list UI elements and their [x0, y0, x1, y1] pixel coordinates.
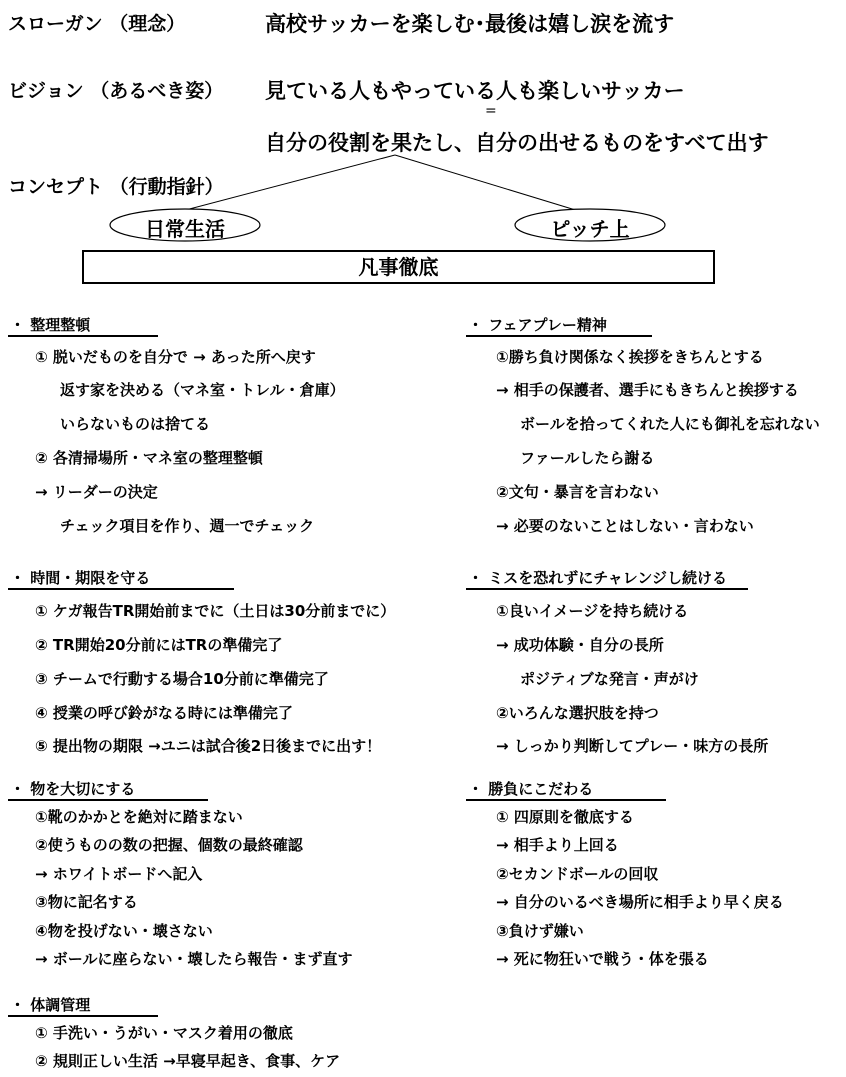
connector-line-left: [178, 155, 395, 212]
section-rule-time: [8, 588, 234, 590]
section-rule-fairplay: [466, 335, 652, 337]
list-item: ③負けず嫌い: [496, 922, 584, 940]
section-title-things: ・ 物を大切にする: [10, 780, 136, 798]
list-item: ③ チームで行動する場合10分前に準備完了: [35, 670, 329, 688]
list-item: ②いろんな選択肢を持つ: [496, 704, 659, 722]
vision-text-2: 自分の役割を果たし、自分の出せるものをすべて出す: [265, 131, 769, 155]
list-item: ①良いイメージを持ち続ける: [496, 602, 689, 620]
list-item: ① 脱いだものを自分で → あった所へ戻す: [35, 348, 316, 366]
list-item: ② 規則正しい生活 →早寝早起き、食事、ケア: [35, 1052, 341, 1070]
section-title-organize: ・ 整理整頓: [10, 316, 91, 334]
vision-label: ビジョン （あるべき姿）: [8, 80, 224, 102]
list-item: → 必要のないことはしない・言わない: [496, 517, 754, 535]
slogan-label: スローガン （理念）: [8, 13, 186, 35]
list-item: → 相手の保護者、選手にもきちんと挨拶する: [496, 381, 799, 399]
vision-text-1: 見ている人もやっている人も楽しいサッカー: [265, 79, 685, 103]
list-item: 返す家を決める（マネ室・トレル・倉庫）: [60, 381, 345, 399]
list-item: → ボールに座らない・壊したら報告・まず直す: [35, 950, 353, 968]
principle-box: 凡事徹底: [82, 250, 715, 284]
list-item: → 相手より上回る: [496, 836, 619, 854]
list-item: → しっかり判断してプレー・味方の長所: [496, 737, 769, 755]
list-item: ②使うものの数の把握、個数の最終確認: [35, 836, 303, 854]
concept-label: コンセプト （行動指針）: [8, 176, 224, 198]
list-item: ① 四原則を徹底する: [496, 808, 634, 826]
list-item: ⑤ 提出物の期限 →ユニは試合後2日後までに出す！: [35, 737, 382, 755]
section-rule-organize: [8, 335, 158, 337]
oval-left-text: 日常生活: [145, 217, 225, 241]
slogan-text: 高校サッカーを楽しむ･最後は嬉し涙を流す: [265, 12, 675, 36]
list-item: ②文句・暴言を言わない: [496, 483, 659, 501]
list-item: ①靴のかかとを絶対に踏まない: [35, 808, 243, 826]
list-item: → 自分のいるべき場所に相手より早く戻る: [496, 893, 784, 911]
connector-line-right: [395, 155, 582, 212]
section-title-time: ・ 時間・期限を守る: [10, 569, 151, 587]
list-item: いらないものは捨てる: [60, 415, 211, 433]
list-item: → リーダーの決定: [35, 483, 158, 501]
section-title-fairplay: ・ フェアプレー精神: [468, 316, 607, 334]
section-title-winning: ・ 勝負にこだわる: [468, 780, 594, 798]
list-item: ボールを拾ってくれた人にも御礼を忘れない: [520, 415, 820, 433]
list-item: ② 各清掃場所・マネ室の整理整頓: [35, 449, 263, 467]
list-item: → 死に物狂いで戦う・体を張る: [496, 950, 709, 968]
section-rule-things: [8, 799, 208, 801]
list-item: ファールしたら謝る: [520, 449, 655, 467]
list-item: ②セカンドボールの回収: [496, 865, 659, 883]
section-rule-winning: [466, 799, 666, 801]
list-item: → ホワイトボードへ記入: [35, 865, 203, 883]
list-item: ポジティブな発言・声がけ: [520, 670, 699, 688]
equals-sign: =: [485, 103, 497, 119]
section-rule-health: [8, 1015, 158, 1017]
list-item: ④ 授業の呼び鈴がなる時には準備完了: [35, 704, 293, 722]
section-title-challenge: ・ ミスを恐れずにチャレンジし続ける: [468, 569, 728, 587]
oval-right-text: ピッチ上: [550, 217, 630, 241]
list-item: ③物に記名する: [35, 893, 138, 911]
list-item: ① 手洗い・うがい・マスク着用の徹底: [35, 1024, 293, 1042]
list-item: ④物を投げない・壊さない: [35, 922, 213, 940]
list-item: ① ケガ報告TR開始前までに（土日は30分前までに）: [35, 602, 396, 620]
list-item: → 成功体験・自分の長所: [496, 636, 664, 654]
list-item: チェック項目を作り、週一でチェック: [60, 517, 315, 535]
section-title-health: ・ 体調管理: [10, 996, 91, 1014]
list-item: ①勝ち負け関係なく挨拶をきちんとする: [496, 348, 764, 366]
section-rule-challenge: [466, 588, 748, 590]
list-item: ② TR開始20分前にはTRの準備完了: [35, 636, 283, 654]
